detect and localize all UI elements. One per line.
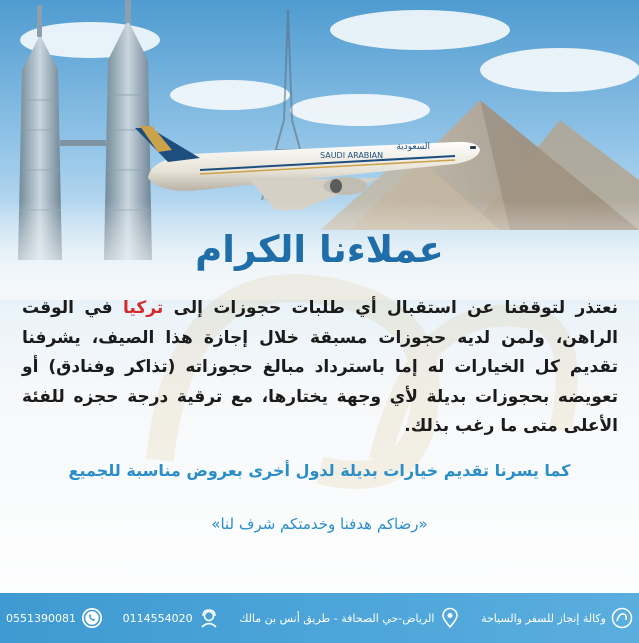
support-agent-icon [198,607,220,629]
contact-footer [0,593,639,643]
message-part-2: في الوقت الراهن، ولمن لديه حجوزات مسبقة خلال إجازة هذا الصيف، يشرفنا تقديم كل الخيارات له إما باسترداد مبالغ حجوزاته (تذاكر وفنادق) أو تعويضه بحجوزات بديلة لأي وجهة يختارها، مع ترقية درجة حجزه للفئة الأعلى متى ما رغب بذلك. [22,298,618,436]
agency-logo-icon [611,607,633,629]
message-part-1: نعتذر لتوقفنا عن استقبال أي طلبات حجوزات إلى [163,298,618,318]
airline-name-en: SAUDI ARABIAN [320,151,384,160]
support-number: 0114554020 [122,611,193,625]
address-text: الرياض-حي الصحافة - طريق أنس بن مالك [239,611,435,625]
address-info[interactable] [239,607,461,629]
agency-info[interactable] [481,607,633,629]
apology-message [22,294,618,442]
highlight-country: تركيا [123,298,164,318]
whatsapp-number: 0551390081 [6,611,76,625]
airline-name-ar: السعودية [396,142,430,152]
whatsapp-icon [81,607,103,629]
location-pin-icon [439,607,461,629]
support-contact[interactable] [123,607,220,629]
poster-title: عملاءنا الكرام [195,228,444,271]
agency-name: وكالة إنجاز للسفر والسياحة [481,611,606,625]
whatsapp-contact[interactable] [6,607,103,629]
slogan-quote: «رضاكم هدفنا وخدمتكم شرف لنا» [211,515,428,533]
alternative-offers-line: كما يسرنا تقديم خيارات بديلة لدول أخرى بعروض مناسبة للجميع [68,461,571,480]
